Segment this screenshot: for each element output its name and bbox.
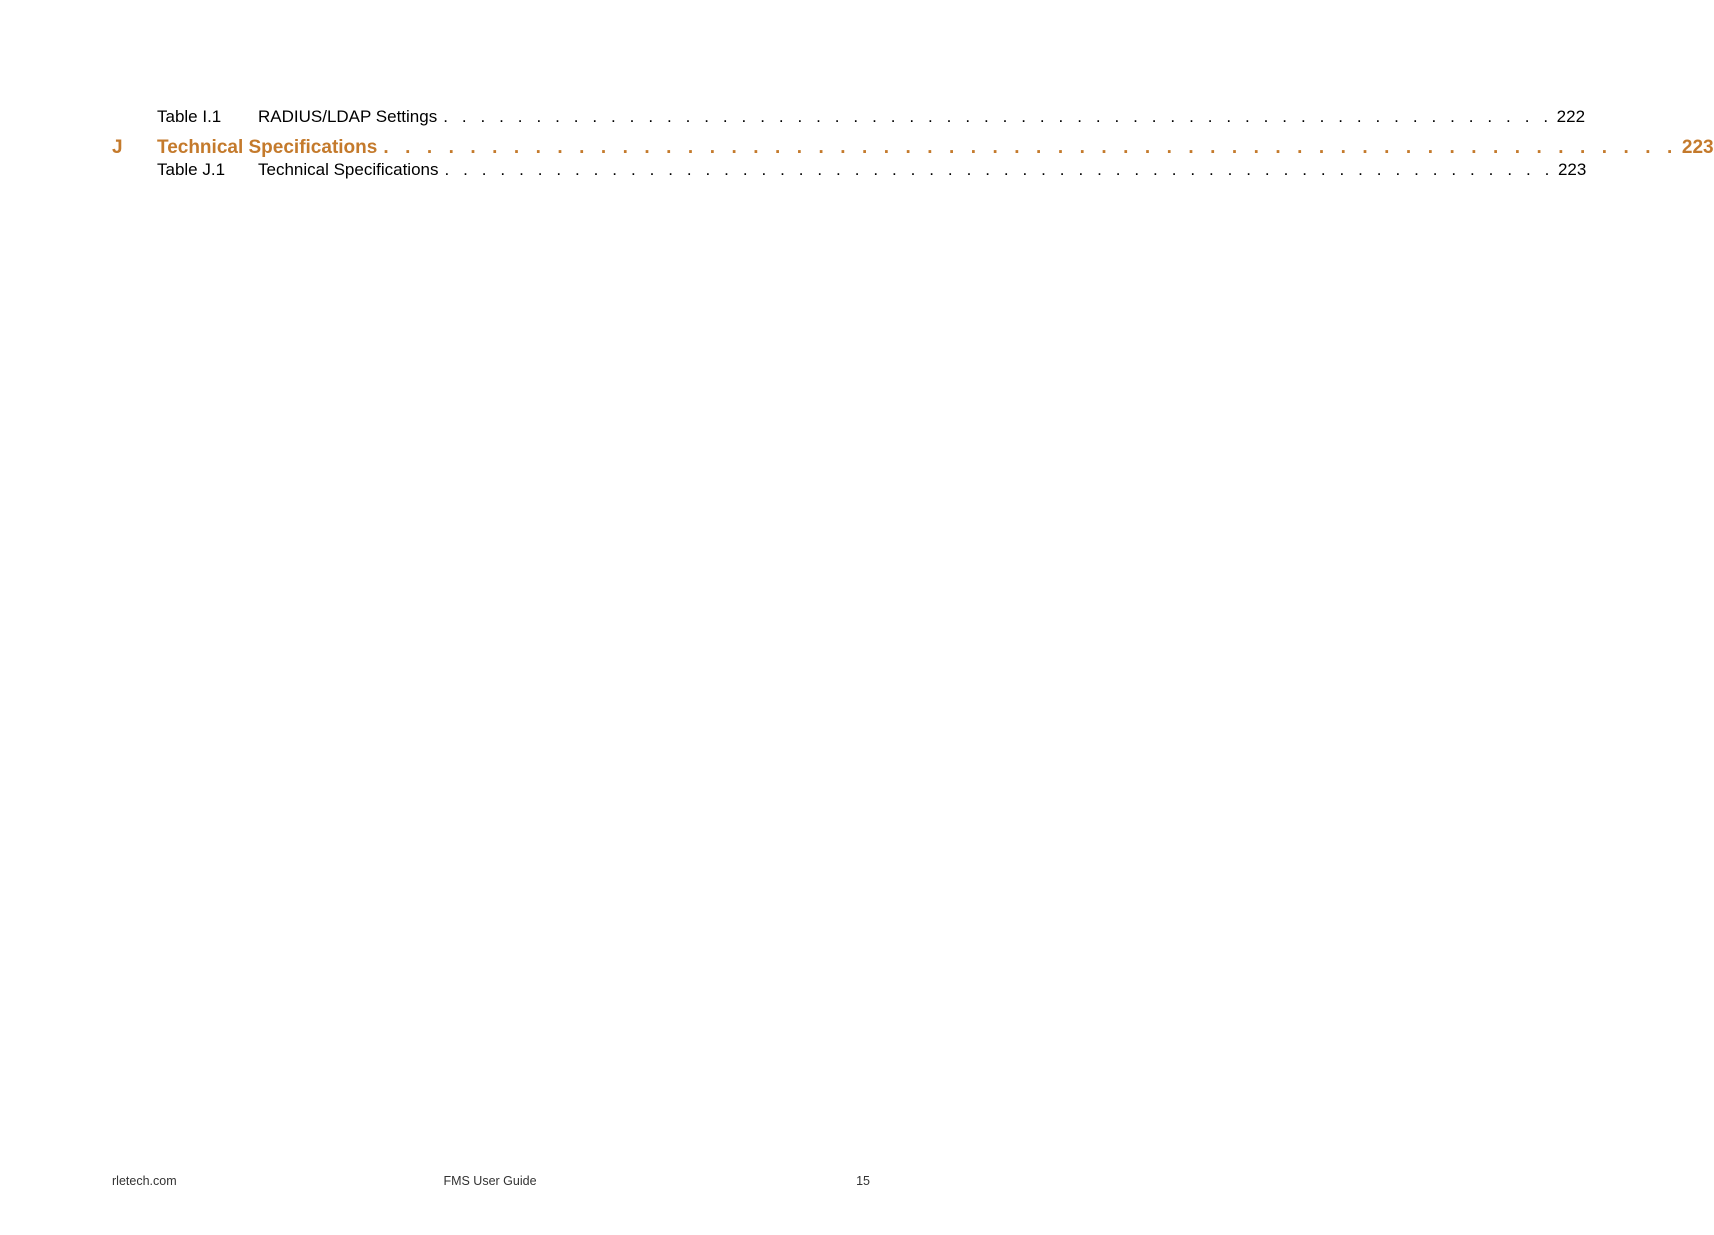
toc-entry-number: Table J.1 bbox=[157, 160, 226, 179]
toc-entry-table-j1[interactable] bbox=[0, 158, 1587, 182]
toc-chapter-page[interactable]: 223 bbox=[1681, 137, 1714, 158]
toc-entry-page[interactable]: 222 bbox=[1556, 107, 1586, 126]
footer-page-number: 15 bbox=[856, 1174, 870, 1188]
toc-leader-dots: . . . . . . . . . . . . . . . . . . . . . . . . . . . . . . . . . . . . . . . . . . . . . . . . . . . . . . . . . . . . bbox=[383, 137, 1678, 158]
footer-doc-title: FMS User Guide bbox=[443, 1174, 537, 1188]
footer-website: rletech.com bbox=[112, 1174, 177, 1188]
toc-entry-page[interactable]: 223 bbox=[1557, 160, 1587, 179]
toc-leader-dots: . . . . . . . . . . . . . . . . . . . . . . . . . . . . . . . . . . . . . . . . . . . . . . . . . . . . . . . . . . . . bbox=[443, 107, 1553, 126]
toc-entry-title[interactable]: RADIUS/LDAP Settings bbox=[258, 107, 438, 126]
toc-chapter-letter: J bbox=[112, 137, 123, 158]
toc-entry-title-wrap bbox=[258, 158, 1587, 182]
toc-entry-table-i1[interactable] bbox=[0, 105, 1586, 129]
toc-entry-number: Table I.1 bbox=[157, 107, 222, 126]
toc-entry-title-wrap bbox=[258, 105, 1586, 129]
toc-entry-title[interactable]: Technical Specifications bbox=[258, 160, 439, 179]
toc-chapter-title[interactable]: Technical Specifications bbox=[157, 137, 378, 158]
toc-leader-dots: . . . . . . . . . . . . . . . . . . . . . . . . . . . . . . . . . . . . . . . . . . . . . . . . . . . . . . . . . . . . bbox=[444, 160, 1554, 179]
